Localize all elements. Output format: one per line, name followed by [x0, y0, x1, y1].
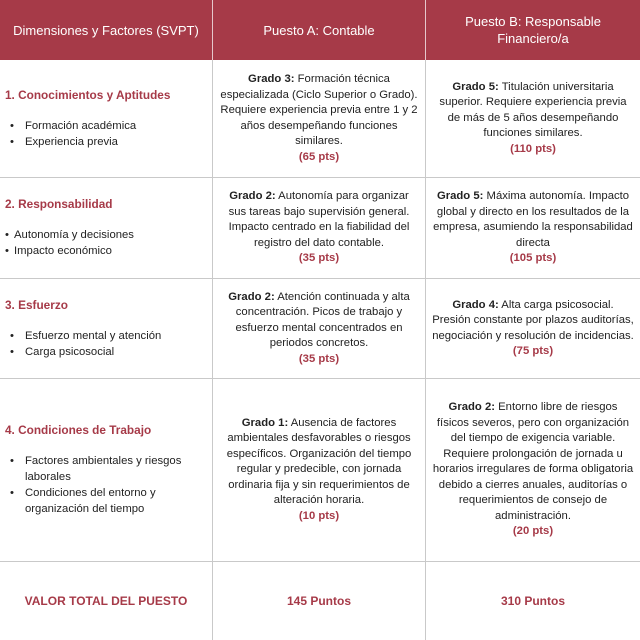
points-label: (35 pts) [298, 352, 340, 365]
factor-list [5, 118, 212, 150]
header-puesto-b: Puesto B: Responsable Financiero/a [426, 0, 640, 60]
dimension-cell [0, 178, 213, 279]
points-label: (35 pts) [298, 252, 340, 265]
factor-list [5, 453, 212, 517]
header-dimensions: Dimensiones y Factores (SVPT) [0, 0, 213, 60]
grade-label: Grado 5: [452, 80, 499, 93]
factor-item: • Condiciones del entorno y organización del tiempo [5, 485, 212, 517]
grade-text: Alta carga psicosocial. Presión constante por plazos auditorías, negociación y resolución de incidencias. [432, 298, 634, 342]
dimension-title: 2. Responsabilidad [5, 197, 113, 211]
grade-text: Ausencia de factores ambientales desfavorables o riesgos específicos. Organización del tiempo regular y predecible, con jornada ordinaria fija y sin requerimientos de alteración horaria. [226, 416, 412, 507]
grade-label: Grado 2: [448, 401, 495, 414]
grade-label: Grado 2: [229, 190, 276, 203]
table-row [0, 379, 640, 562]
table-row [0, 60, 640, 178]
dimension-cell [0, 279, 213, 379]
grade-text: Titulación universitaria superior. Requiere experiencia previa de más de 5 años desempeñando funciones similares. [439, 80, 627, 140]
header-puesto-a: Puesto A: Contable [213, 0, 426, 60]
grade-label: Grado 3: [248, 73, 295, 85]
grade-cell-a [213, 279, 426, 379]
grade-text: Autonomía para organizar sus tareas bajo supervisión general. Impacto centrado en la fiabilidad del registro del dato contable. [228, 190, 410, 249]
grade-cell-b [426, 279, 640, 379]
grade-cell-a [213, 178, 426, 279]
factor-item: • Esfuerzo mental y atención [5, 328, 212, 344]
grade-cell-b [426, 60, 640, 178]
factor-item: • Carga psicosocial [5, 344, 212, 360]
dimension-title: 4. Condiciones de Trabajo [5, 423, 152, 437]
grade-text: Formación técnica especializada (Ciclo Superior o Grado). Requiere experiencia previa entre 1 y 2 años desempeñando funciones similares. [220, 73, 418, 147]
grade-cell-b [426, 178, 640, 279]
grade-text: Atención continuada y alta concentración. Picos de trabajo y esfuerzo mental concentrados en periodos concretos. [235, 290, 410, 350]
total-row [0, 562, 640, 640]
grade-text: Máxima autonomía. Impacto global y directo en los resultados de la empresa, asumiendo la responsabilidad directa [433, 190, 633, 249]
total-puesto-b: 310 Puntos [500, 594, 566, 608]
factor-item: • Impacto económico [5, 243, 212, 259]
factor-list [5, 227, 212, 259]
points-label: (65 pts) [298, 150, 340, 163]
grade-label: Grado 4: [452, 298, 499, 311]
grade-label: Grado 1: [241, 416, 289, 429]
points-label: (110 pts) [510, 142, 556, 155]
points-label: (105 pts) [509, 252, 557, 265]
factor-item: • Formación académica [5, 118, 212, 134]
table-header-row [0, 0, 640, 60]
points-label: (75 pts) [512, 345, 554, 357]
total-puesto-a: 145 Puntos [213, 562, 426, 640]
grade-label: Grado 2: [228, 290, 275, 303]
grade-text: Entorno libre de riesgos físicos severos, pero con organización del tiempo de exigencia variable. Requiere prolongación de jornada u horarios irregulares de forma obligatoria debido a cierres anuales, auditorías o requerimientos de consejo de administración. [432, 401, 634, 522]
total-label: VALOR TOTAL DEL PUESTO [0, 562, 213, 640]
grade-cell-b [426, 379, 640, 562]
dimension-cell [0, 60, 213, 178]
table-row [0, 279, 640, 379]
grade-cell-a [213, 379, 426, 562]
points-label: (20 pts) [512, 525, 554, 538]
factor-item: • Autonomía y decisiones [5, 227, 212, 243]
grade-label: Grado 5: [436, 190, 484, 203]
dimension-title: 3. Esfuerzo [5, 297, 68, 312]
factor-list [5, 328, 212, 360]
dimension-title: 1. Conocimientos y Aptitudes [5, 87, 171, 102]
factor-item: • Factores ambientales y riesgos laborales [5, 453, 212, 485]
factor-item: • Experiencia previa [5, 134, 212, 150]
points-label: (10 pts) [298, 509, 340, 522]
table-row [0, 178, 640, 279]
grade-cell-a [213, 60, 426, 178]
dimension-cell [0, 379, 213, 562]
